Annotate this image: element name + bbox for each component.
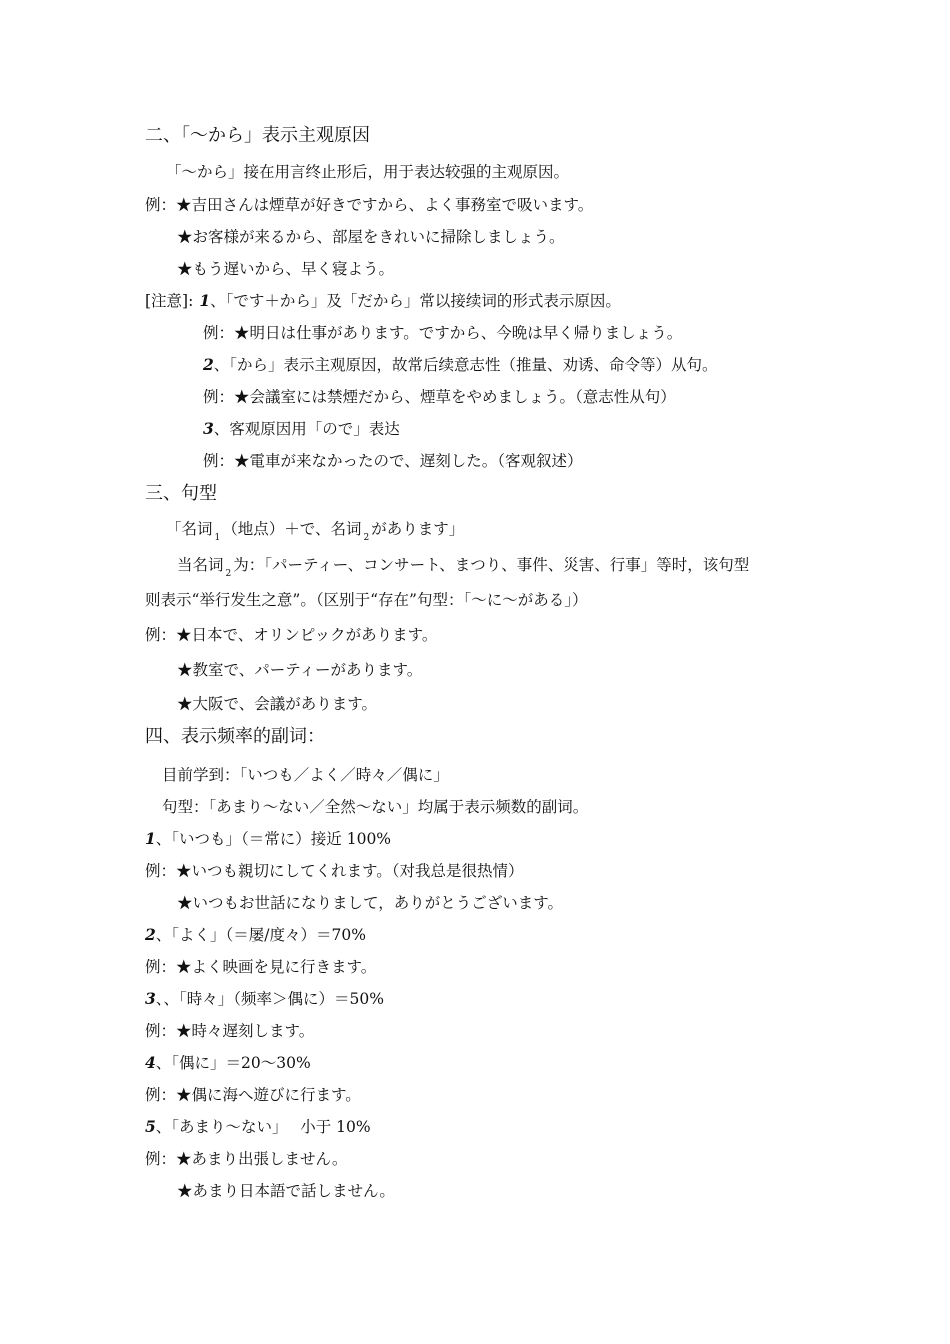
item-number: 2: [145, 925, 156, 944]
item-text: 、、「時々」（频率＞偶に）＝50%: [155, 990, 384, 1008]
frequency-item-1-example-2: ★いつもお世話になりまして，ありがとうございます。: [177, 894, 563, 912]
frequency-item-1-example-1: 例：★いつも親切にしてくれます。（对我总是很热情）: [145, 862, 524, 880]
section2-heading: 二、「〜から」表示主观原因: [145, 125, 370, 146]
frequency-item-3-example: 例：★時々遅刻します。: [145, 1022, 315, 1040]
item-number: 1: [145, 829, 156, 848]
section3-example-2: ★教室で、パーティーがあります。: [177, 661, 423, 679]
section4-heading: 四、表示频率的副词：: [145, 726, 325, 747]
frequency-item-4: [145, 1053, 311, 1073]
section2-intro: 「〜から」接在用言终止形后，用于表达较强的主观原因。: [166, 163, 570, 181]
section3-heading: 三、句型: [145, 483, 217, 504]
section2-example-2: ★お客様が来るから、部屋をきれいに掃除しましょう。: [177, 228, 565, 246]
section4-learned: 目前学到：「いつも／よく／時々／偶に」: [162, 766, 449, 784]
subscript: 2: [225, 569, 232, 579]
example-text: ★日本で、オリンピックがあります。: [176, 626, 438, 644]
note-1-example: 例：★明日は仕事があります。ですから、今晩は早く帰りましょう。: [203, 324, 683, 342]
frequency-item-5-example-2: ★あまり日本語で話しません。: [177, 1182, 395, 1200]
item-number: 4: [145, 1053, 156, 1072]
example-text: ★吉田さんは煙草が好きですから、よく事務室で吸います。: [176, 196, 594, 214]
frequency-item-2: [145, 925, 366, 945]
explain-part: 为：「パーティー、コンサート、まつり、事件、災害、行事」等时，该句型: [233, 556, 750, 574]
item-text: 、「いつも」（＝常に）接近 100%: [155, 830, 392, 848]
example-label: 例：: [145, 196, 177, 214]
note-number: 1: [199, 291, 211, 310]
note-3: [203, 419, 400, 439]
note-text: 、「です＋から」及「だから」常以接续词的形式表示原因。: [210, 292, 621, 310]
section2-example-1: [145, 195, 593, 215]
section3-pattern: [166, 519, 464, 542]
note-text: 、「から」表示主观原因，故常后续意志性（推量、劝诱、命令等）从句。: [213, 356, 718, 374]
item-text: 、「あまり〜ない」 小于 10%: [155, 1118, 371, 1136]
section3-example-1: [145, 625, 437, 645]
frequency-item-5-example-1: 例：★あまり出張しません。: [145, 1150, 348, 1168]
item-number: 5: [145, 1117, 156, 1136]
note-number: 3: [203, 419, 214, 438]
section2-example-3: ★もう遅いから、早く寝よう。: [177, 260, 395, 278]
item-text: 、「偶に」＝20〜30%: [155, 1054, 311, 1072]
note-3-example: 例：★電車が来なかったので、遅刻した。（客观叙述）: [203, 452, 583, 470]
note-1: [145, 291, 621, 311]
example-label: 例：: [145, 626, 177, 644]
frequency-item-5: [145, 1117, 371, 1137]
frequency-item-3: [145, 989, 384, 1009]
pattern-part: があります」: [371, 520, 465, 538]
section3-explain-line1: [177, 555, 749, 578]
subscript: 1: [214, 533, 221, 543]
section4-pattern: 句型：「あまり〜ない／全然〜ない」均属于表示频数的副词。: [162, 798, 589, 816]
note-number: 2: [203, 355, 214, 374]
frequency-item-1: [145, 829, 391, 849]
note-2: [203, 355, 718, 375]
item-number: 3: [145, 989, 156, 1008]
frequency-item-4-example: 例：★偶に海へ遊びに行ます。: [145, 1086, 361, 1104]
section3-explain-line2: 则表示“举行发生之意”。（区别于“存在”句型：「〜に〜がある」）: [145, 591, 588, 609]
pattern-part: （地点）＋で、名词: [222, 520, 362, 538]
pattern-part: 「名词: [166, 520, 213, 538]
note-text: 、客观原因用「ので」表达: [213, 420, 400, 438]
explain-part: 当名词: [177, 556, 224, 574]
frequency-item-2-example: 例：★よく映画を見に行きます。: [145, 958, 377, 976]
note-2-example: 例：★会議室には禁煙だから、煙草をやめましょう。（意志性从句）: [203, 388, 676, 406]
item-text: 、「よく」（＝屡/度々）＝70%: [155, 926, 366, 944]
section3-example-3: ★大阪で、会議があります。: [177, 695, 377, 713]
subscript: 2: [363, 533, 370, 543]
note-label: [注意]:: [145, 292, 194, 310]
